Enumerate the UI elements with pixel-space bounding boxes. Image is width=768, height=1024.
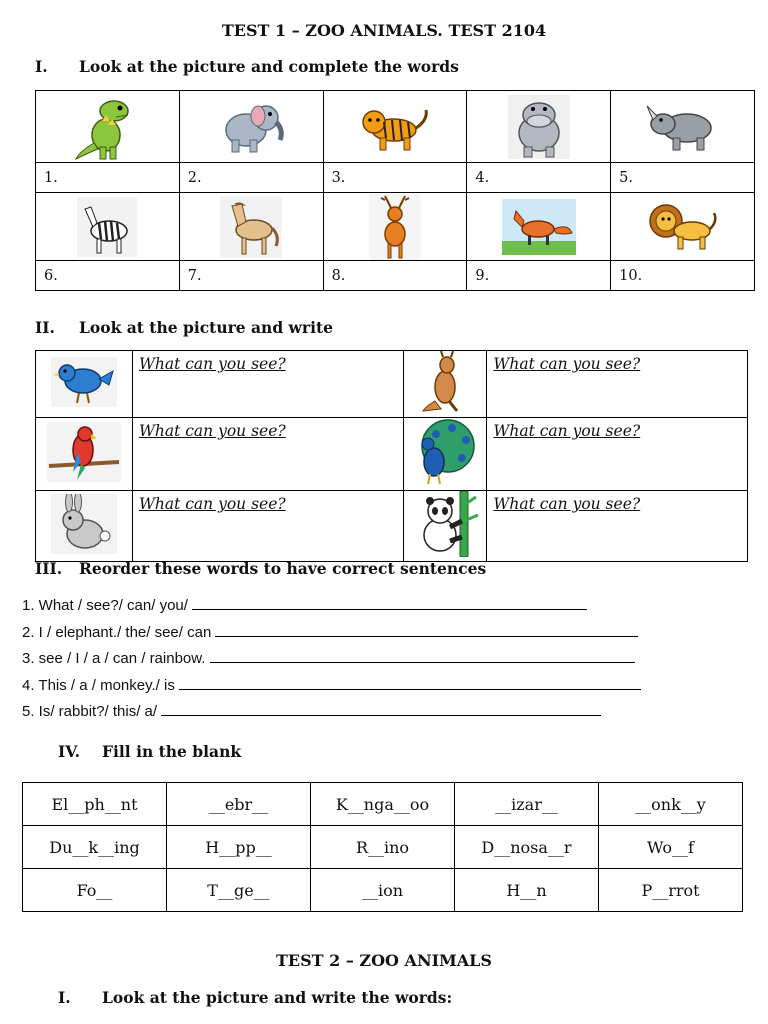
word-cell[interactable]: H__n <box>455 869 599 912</box>
word-cell[interactable]: P__rrot <box>599 869 743 912</box>
tiger-icon <box>358 100 432 154</box>
fill-in-blank-table <box>22 782 743 912</box>
test2-section1-heading: I. Look at the picture and write the words: <box>58 988 453 1007</box>
word-cell[interactable]: H__pp__ <box>167 826 311 869</box>
kangaroo-icon <box>421 351 469 413</box>
picture-cell <box>611 193 755 261</box>
section2-heading: II. Look at the picture and write <box>35 318 333 337</box>
answer-cell[interactable]: 7. <box>179 261 323 291</box>
look-and-write-table <box>35 350 748 562</box>
answer-line[interactable] <box>192 598 587 610</box>
answer-cell[interactable]: 3. <box>323 163 467 193</box>
list-item: 5. Is/ rabbit?/ this/ a/ <box>22 703 601 720</box>
question-prompt: What can you see? <box>487 418 748 491</box>
picture-cell <box>36 91 180 163</box>
word-cell[interactable]: R__ino <box>311 826 455 869</box>
word-cell[interactable]: Wo__f <box>599 826 743 869</box>
word-cell[interactable]: __ebr__ <box>167 783 311 826</box>
picture-cell <box>179 193 323 261</box>
fox-icon <box>502 199 576 255</box>
parrot-icon <box>47 422 121 482</box>
picture-cell <box>467 91 611 163</box>
zebra-icon <box>77 197 137 257</box>
word-cell[interactable]: __onk__y <box>599 783 743 826</box>
answer-cell[interactable]: 5. <box>611 163 755 193</box>
answer-cell[interactable]: 8. <box>323 261 467 291</box>
word-cell[interactable]: El__ph__nt <box>23 783 167 826</box>
word-cell[interactable]: K__nga__oo <box>311 783 455 826</box>
picture-cell <box>404 491 487 562</box>
deer-icon <box>369 194 421 260</box>
picture-cell <box>179 91 323 163</box>
answer-line[interactable] <box>161 704 601 716</box>
list-item: 2. I / elephant./ the/ see/ can <box>22 624 638 641</box>
word-cell[interactable]: D__nosa__r <box>455 826 599 869</box>
hippo-icon <box>508 95 570 159</box>
list-item: 3. see / I / a / can / rainbow. <box>22 650 635 667</box>
word-cell[interactable]: __ion <box>311 869 455 912</box>
bird-icon <box>51 357 117 407</box>
answer-line[interactable] <box>179 678 641 690</box>
word-cell[interactable]: T__ge__ <box>167 869 311 912</box>
picture-cell <box>467 193 611 261</box>
word-cell[interactable]: Fo__ <box>23 869 167 912</box>
list-item: 1. What / see?/ can/ you/ <box>22 597 587 614</box>
question-prompt: What can you see? <box>132 351 404 418</box>
answer-cell[interactable]: 10. <box>611 261 755 291</box>
word-cell[interactable]: __izar__ <box>455 783 599 826</box>
elephant-icon <box>216 96 286 158</box>
picture-cell <box>323 193 467 261</box>
animal-picture-table <box>35 90 755 291</box>
picture-cell <box>36 491 133 562</box>
dinosaur-icon <box>72 93 142 161</box>
rhino-icon <box>645 100 721 154</box>
panda-icon <box>410 491 480 557</box>
lion-icon <box>648 199 718 255</box>
test1-title: TEST 1 – ZOO ANIMALS. TEST 2104 <box>221 21 547 40</box>
word-cell[interactable]: Du__k__ing <box>23 826 167 869</box>
answer-line[interactable] <box>210 651 635 663</box>
answer-cell[interactable]: 2. <box>179 163 323 193</box>
list-item: 4. This / a / monkey./ is <box>22 677 641 694</box>
horse-icon <box>220 196 282 258</box>
question-prompt: What can you see? <box>487 491 748 562</box>
rabbit-icon <box>51 494 117 554</box>
answer-cell[interactable]: 4. <box>467 163 611 193</box>
section3-heading: III. Reorder these words to have correct sentences <box>35 559 487 578</box>
question-prompt: What can you see? <box>132 491 404 562</box>
question-prompt: What can you see? <box>132 418 404 491</box>
picture-cell <box>404 418 487 491</box>
answer-cell[interactable]: 9. <box>467 261 611 291</box>
picture-cell <box>36 351 133 418</box>
answer-line[interactable] <box>215 625 638 637</box>
picture-cell <box>611 91 755 163</box>
peacock-icon <box>412 418 478 486</box>
picture-cell <box>404 351 487 418</box>
answer-cell[interactable]: 1. <box>36 163 180 193</box>
picture-cell <box>36 418 133 491</box>
test2-title: TEST 2 – ZOO ANIMALS <box>276 951 492 970</box>
section4-heading: IV. Fill in the blank <box>58 742 242 761</box>
question-prompt: What can you see? <box>487 351 748 418</box>
picture-cell <box>323 91 467 163</box>
picture-cell <box>36 193 180 261</box>
section1-heading: I. Look at the picture and complete the words <box>35 57 459 76</box>
answer-cell[interactable]: 6. <box>36 261 180 291</box>
